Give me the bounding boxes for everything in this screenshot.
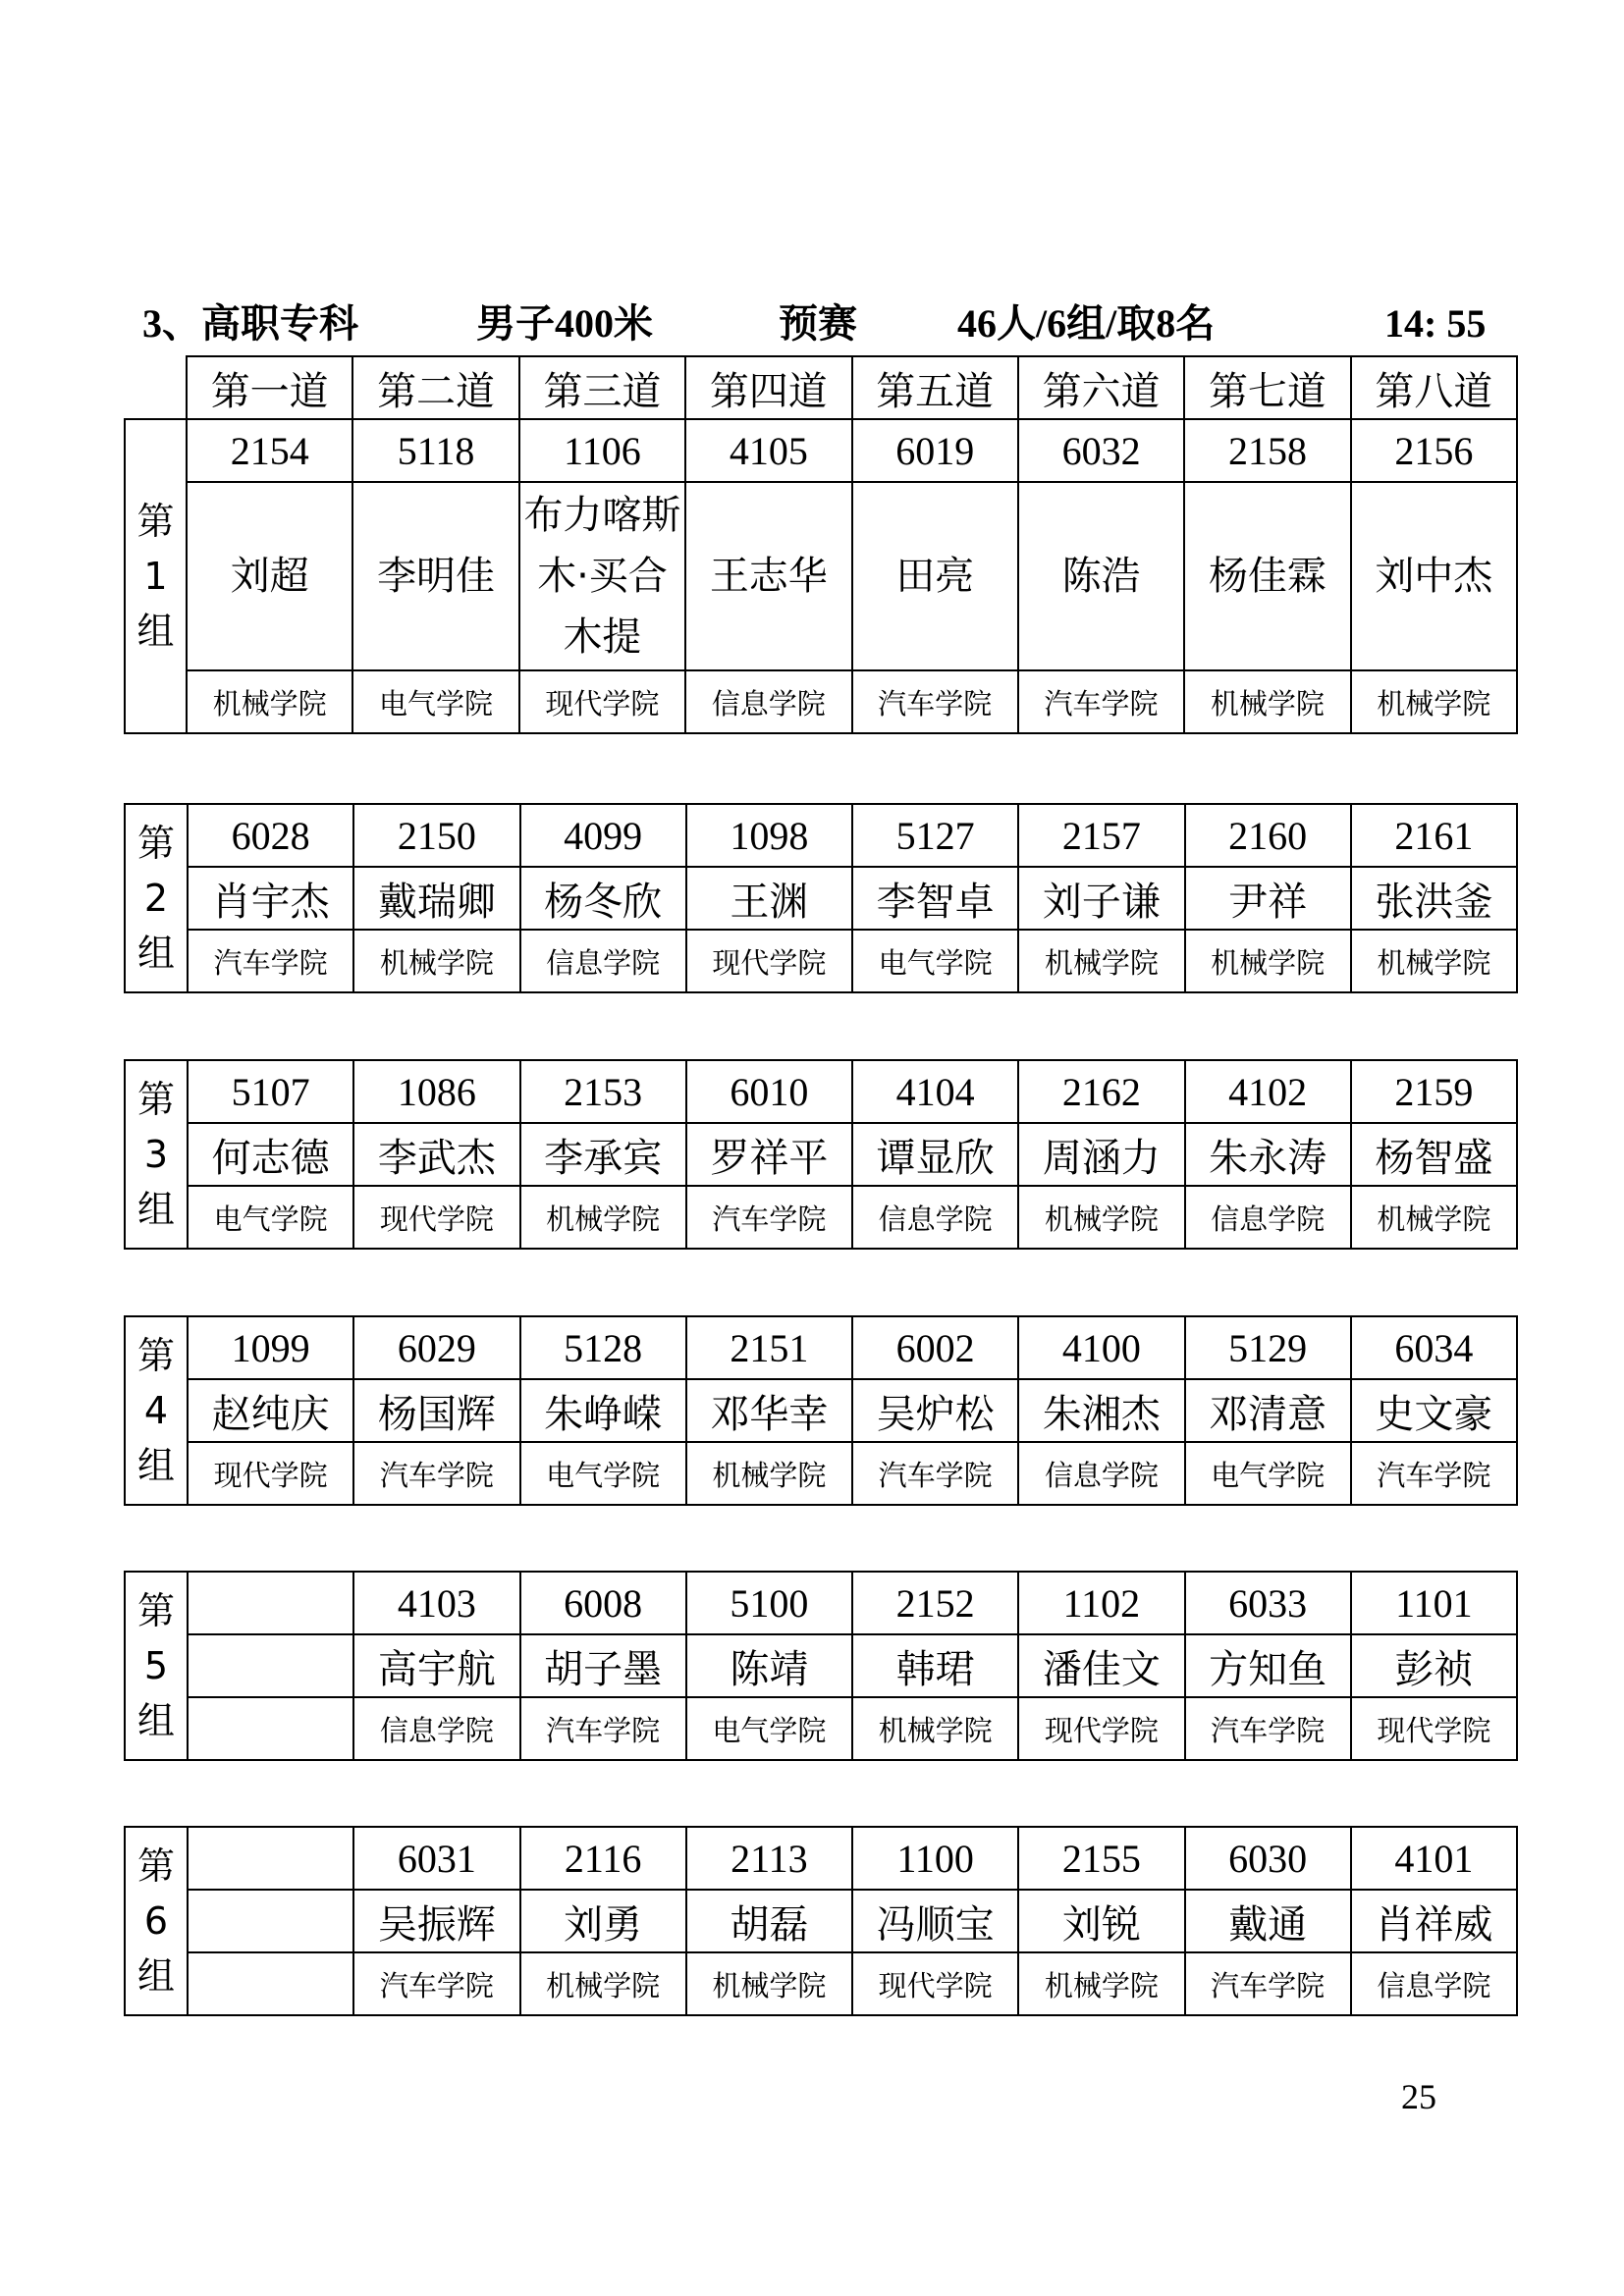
bib-number: 5100 <box>686 1572 852 1634</box>
athlete-name: 朱峥嵘 <box>520 1379 686 1442</box>
athlete-name: 杨国辉 <box>353 1379 519 1442</box>
event-title <box>142 294 1517 353</box>
athlete-name: 尹祥 <box>1185 867 1351 930</box>
college: 现代学院 <box>1351 1697 1517 1760</box>
bib-number: 2158 <box>1184 419 1350 482</box>
athlete-name: 胡子墨 <box>520 1634 686 1697</box>
bib-number: 2156 <box>1351 419 1517 482</box>
college: 机械学院 <box>520 1186 686 1249</box>
college: 现代学院 <box>353 1186 519 1249</box>
lane-header: 第三道 <box>519 356 685 419</box>
name-row <box>125 482 1517 670</box>
athlete-name: 王渊 <box>686 867 852 930</box>
college-row <box>125 1186 1517 1249</box>
title-round: 预赛 <box>779 301 857 346</box>
bib-number: 4102 <box>1185 1060 1351 1123</box>
athlete-name: 陈浩 <box>1018 482 1184 670</box>
lane-header: 第六道 <box>1018 356 1184 419</box>
lane-header: 第七道 <box>1184 356 1350 419</box>
college: 机械学院 <box>1351 1186 1517 1249</box>
college: 汽车学院 <box>520 1697 686 1760</box>
college: 现代学院 <box>188 1442 353 1505</box>
athlete-name: 谭显欣 <box>852 1123 1018 1186</box>
college-row <box>125 1442 1517 1505</box>
bib-number: 2150 <box>353 804 519 867</box>
bib-number: 1102 <box>1018 1572 1184 1634</box>
title-event: 男子400米 <box>476 301 653 346</box>
college: 现代学院 <box>1018 1697 1184 1760</box>
college: 现代学院 <box>519 670 685 733</box>
athlete-name: 李智卓 <box>852 867 1018 930</box>
college: 电气学院 <box>352 670 518 733</box>
college-row <box>125 1952 1517 2015</box>
college <box>188 1952 353 2015</box>
athlete-name: 冯顺宝 <box>852 1890 1018 1952</box>
college: 电气学院 <box>1185 1442 1351 1505</box>
title-info: 46人/6组/取8名 <box>957 301 1216 346</box>
lane-header: 第二道 <box>352 356 518 419</box>
college: 汽车学院 <box>188 930 353 992</box>
bib-number: 6032 <box>1018 419 1184 482</box>
group-2-table <box>124 803 1518 993</box>
bib-number: 6010 <box>686 1060 852 1123</box>
group-label: 第 3 组 <box>125 1060 188 1249</box>
college-row <box>125 930 1517 992</box>
college: 电气学院 <box>188 1186 353 1249</box>
bib-number: 6030 <box>1185 1827 1351 1890</box>
bib-number: 6002 <box>852 1316 1018 1379</box>
lane-header: 第八道 <box>1351 356 1517 419</box>
athlete-name: 吴振辉 <box>353 1890 519 1952</box>
bib-row <box>125 1572 1517 1634</box>
bib-number: 5129 <box>1185 1316 1351 1379</box>
athlete-name: 戴通 <box>1185 1890 1351 1952</box>
athlete-name: 布力喀斯木·买合木提 <box>519 482 685 670</box>
name-row <box>125 867 1517 930</box>
lane-header-row <box>125 356 1517 419</box>
bib-number: 5127 <box>852 804 1018 867</box>
group-label: 第 5 组 <box>125 1572 188 1760</box>
athlete-name: 张洪釜 <box>1351 867 1517 930</box>
college: 汽车学院 <box>852 1442 1018 1505</box>
college: 汽车学院 <box>1185 1697 1351 1760</box>
name-row <box>125 1123 1517 1186</box>
bib-number: 1106 <box>519 419 685 482</box>
title-item: 3、高职专科 <box>142 301 358 346</box>
lane-header: 第五道 <box>852 356 1018 419</box>
bib-number: 6031 <box>353 1827 519 1890</box>
athlete-name: 李承宾 <box>520 1123 686 1186</box>
bib-number: 5118 <box>352 419 518 482</box>
bib-number: 2159 <box>1351 1060 1517 1123</box>
page-number: 25 <box>1401 2077 1436 2116</box>
athlete-name: 刘勇 <box>520 1890 686 1952</box>
athlete-name: 陈靖 <box>686 1634 852 1697</box>
bib-number: 4105 <box>685 419 851 482</box>
athlete-name: 胡磊 <box>686 1890 852 1952</box>
bib-number: 2116 <box>520 1827 686 1890</box>
college-row <box>125 1697 1517 1760</box>
athlete-name: 刘子谦 <box>1018 867 1184 930</box>
bib-number: 4103 <box>353 1572 519 1634</box>
athlete-name: 戴瑞卿 <box>353 867 519 930</box>
college <box>188 1697 353 1760</box>
college: 汽车学院 <box>353 1952 519 2015</box>
athlete-name: 刘中杰 <box>1351 482 1517 670</box>
bib-number: 2157 <box>1018 804 1184 867</box>
name-row <box>125 1379 1517 1442</box>
bib-row <box>125 1316 1517 1379</box>
group-label: 第 2 组 <box>125 804 188 992</box>
bib-row <box>125 1827 1517 1890</box>
college: 汽车学院 <box>353 1442 519 1505</box>
athlete-name: 朱永涛 <box>1185 1123 1351 1186</box>
bib-number: 6029 <box>353 1316 519 1379</box>
college: 机械学院 <box>187 670 352 733</box>
bib-number: 4099 <box>520 804 686 867</box>
college: 现代学院 <box>852 1952 1018 2015</box>
college: 信息学院 <box>1185 1186 1351 1249</box>
group-4-table <box>124 1315 1518 1506</box>
group-1-table <box>124 355 1518 734</box>
athlete-name: 高宇航 <box>353 1634 519 1697</box>
athlete-name <box>188 1634 353 1697</box>
bib-row <box>125 804 1517 867</box>
bib-number: 1101 <box>1351 1572 1517 1634</box>
college: 电气学院 <box>686 1697 852 1760</box>
college: 电气学院 <box>520 1442 686 1505</box>
college: 机械学院 <box>353 930 519 992</box>
bib-number: 1098 <box>686 804 852 867</box>
lane-header: 第四道 <box>685 356 851 419</box>
bib-number: 4100 <box>1018 1316 1184 1379</box>
name-row <box>125 1890 1517 1952</box>
group-label: 第 1 组 <box>125 419 187 733</box>
bib-row <box>125 419 1517 482</box>
bib-number: 6033 <box>1185 1572 1351 1634</box>
bib-number: 2152 <box>852 1572 1018 1634</box>
bib-number: 6008 <box>520 1572 686 1634</box>
athlete-name: 李武杰 <box>353 1123 519 1186</box>
bib-number: 2153 <box>520 1060 686 1123</box>
athlete-name: 吴炉松 <box>852 1379 1018 1442</box>
group-3-table <box>124 1059 1518 1250</box>
college: 机械学院 <box>1018 1186 1184 1249</box>
bib-number: 5128 <box>520 1316 686 1379</box>
college: 机械学院 <box>1185 930 1351 992</box>
bib-number: 2113 <box>686 1827 852 1890</box>
name-row <box>125 1634 1517 1697</box>
lane-header: 第一道 <box>187 356 352 419</box>
athlete-name: 史文豪 <box>1351 1379 1517 1442</box>
athlete-name: 罗祥平 <box>686 1123 852 1186</box>
athlete-name: 杨冬欣 <box>520 867 686 930</box>
college: 现代学院 <box>686 930 852 992</box>
group-label: 第 4 组 <box>125 1316 188 1505</box>
athlete-name: 邓清意 <box>1185 1379 1351 1442</box>
title-time: 14: 55 <box>1384 301 1487 346</box>
athlete-name: 朱湘杰 <box>1018 1379 1184 1442</box>
header-blank <box>125 356 187 419</box>
bib-row <box>125 1060 1517 1123</box>
bib-number: 1099 <box>188 1316 353 1379</box>
athlete-name: 田亮 <box>852 482 1018 670</box>
college: 机械学院 <box>1018 1952 1184 2015</box>
college: 信息学院 <box>1351 1952 1517 2015</box>
group-label: 第 6 组 <box>125 1827 188 2015</box>
athlete-name: 周涵力 <box>1018 1123 1184 1186</box>
bib-number: 6019 <box>852 419 1018 482</box>
college: 汽车学院 <box>1351 1442 1517 1505</box>
bib-number: 6028 <box>188 804 353 867</box>
college: 汽车学院 <box>1185 1952 1351 2015</box>
bib-number: 5107 <box>188 1060 353 1123</box>
group-6-table <box>124 1826 1518 2016</box>
athlete-name: 邓华幸 <box>686 1379 852 1442</box>
college: 汽车学院 <box>852 670 1018 733</box>
college: 信息学院 <box>1018 1442 1184 1505</box>
college: 机械学院 <box>1351 930 1517 992</box>
college: 机械学院 <box>520 1952 686 2015</box>
college: 机械学院 <box>1351 670 1517 733</box>
bib-number: 6034 <box>1351 1316 1517 1379</box>
group-5-table <box>124 1571 1518 1761</box>
college: 机械学院 <box>852 1697 1018 1760</box>
bib-number: 4104 <box>852 1060 1018 1123</box>
athlete-name <box>188 1890 353 1952</box>
college: 信息学院 <box>685 670 851 733</box>
athlete-name: 潘佳文 <box>1018 1634 1184 1697</box>
bib-number: 1086 <box>353 1060 519 1123</box>
athlete-name: 杨佳霖 <box>1184 482 1350 670</box>
bib-number: 2155 <box>1018 1827 1184 1890</box>
bib-number: 2154 <box>187 419 352 482</box>
college: 机械学院 <box>686 1442 852 1505</box>
college: 信息学院 <box>520 930 686 992</box>
college: 机械学院 <box>1018 930 1184 992</box>
athlete-name: 方知鱼 <box>1185 1634 1351 1697</box>
bib-number: 1100 <box>852 1827 1018 1890</box>
athlete-name: 肖祥威 <box>1351 1890 1517 1952</box>
college-row <box>125 670 1517 733</box>
athlete-name: 彭祯 <box>1351 1634 1517 1697</box>
athlete-name: 刘超 <box>187 482 352 670</box>
bib-number: 2151 <box>686 1316 852 1379</box>
athlete-name: 韩珺 <box>852 1634 1018 1697</box>
bib-number: 2162 <box>1018 1060 1184 1123</box>
athlete-name: 肖宇杰 <box>188 867 353 930</box>
athlete-name: 刘锐 <box>1018 1890 1184 1952</box>
college: 汽车学院 <box>686 1186 852 1249</box>
bib-number: 2160 <box>1185 804 1351 867</box>
college: 信息学院 <box>852 1186 1018 1249</box>
bib-number: 4101 <box>1351 1827 1517 1890</box>
athlete-name: 何志德 <box>188 1123 353 1186</box>
bib-number <box>188 1572 353 1634</box>
college: 机械学院 <box>686 1952 852 2015</box>
athlete-name: 杨智盛 <box>1351 1123 1517 1186</box>
college: 机械学院 <box>1184 670 1350 733</box>
bib-number <box>188 1827 353 1890</box>
athlete-name: 李明佳 <box>352 482 518 670</box>
college: 汽车学院 <box>1018 670 1184 733</box>
athlete-name: 赵纯庆 <box>188 1379 353 1442</box>
athlete-name: 王志华 <box>685 482 851 670</box>
bib-number: 2161 <box>1351 804 1517 867</box>
college: 电气学院 <box>852 930 1018 992</box>
college: 信息学院 <box>353 1697 519 1760</box>
